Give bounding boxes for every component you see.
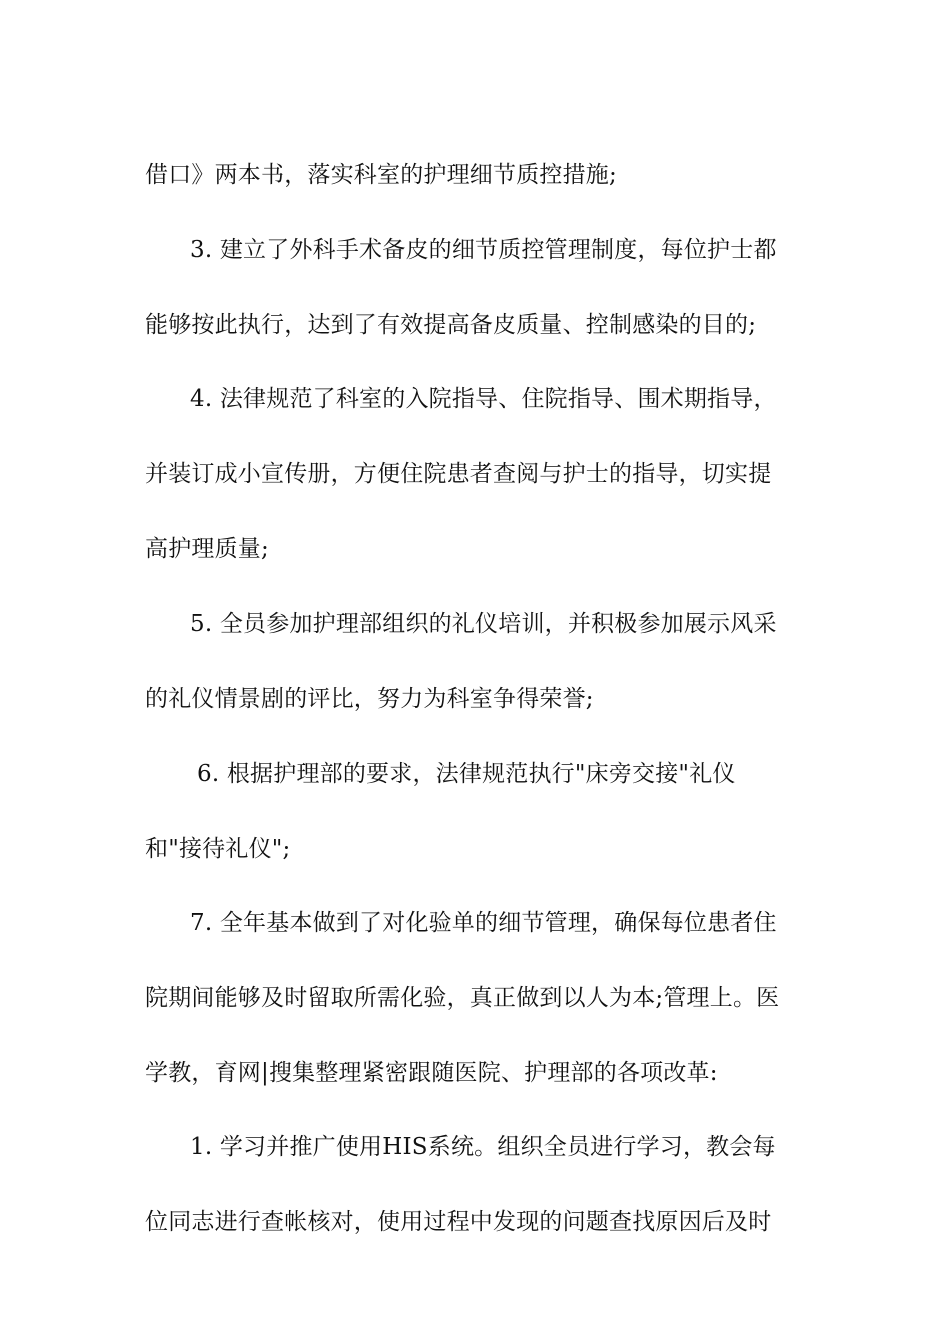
text-line-8: 的礼仪情景剧的评比，努力为科室争得荣誉; (145, 686, 594, 712)
text-line-6: 高护理质量; (145, 536, 269, 562)
text-line-4: 4. 法律规范了科室的入院指导、住院指导、围术期指导， (190, 386, 777, 412)
text-line-13: 学教，育网|搜集整理紧密跟随医院、护理部的各项改革: (145, 1060, 718, 1086)
text-line-7: 5. 全员参加护理部组织的礼仪培训，并积极参加展示风采 (190, 611, 777, 637)
text-line-10: 和"接待礼仪"; (145, 836, 291, 862)
text-line-14: 1. 学习并推广使用HIS系统。组织全员进行学习，教会每 (190, 1134, 776, 1160)
text-line-12: 院期间能够及时留取所需化验，真正做到以人为本;管理上。医 (145, 985, 780, 1011)
text-line-5: 并装订成小宣传册，方便住院患者查阅与护士的指导，切实提 (145, 461, 772, 487)
text-line-1: 借口》两本书，落实科室的护理细节质控措施; (145, 162, 617, 188)
text-line-11: 7. 全年基本做到了对化验单的细节管理，确保每位患者住 (190, 910, 777, 936)
text-line-15: 位同志进行查帐核对，使用过程中发现的问题查找原因后及时 (145, 1209, 772, 1235)
text-line-3: 能够按此执行，达到了有效提高备皮质量、控制感染的目的; (145, 312, 757, 338)
text-line-2: 3. 建立了外科手术备皮的细节质控管理制度，每位护士都 (190, 237, 777, 263)
text-line-9: 6. 根据护理部的要求，法律规范执行"床旁交接"礼仪 (197, 761, 736, 787)
